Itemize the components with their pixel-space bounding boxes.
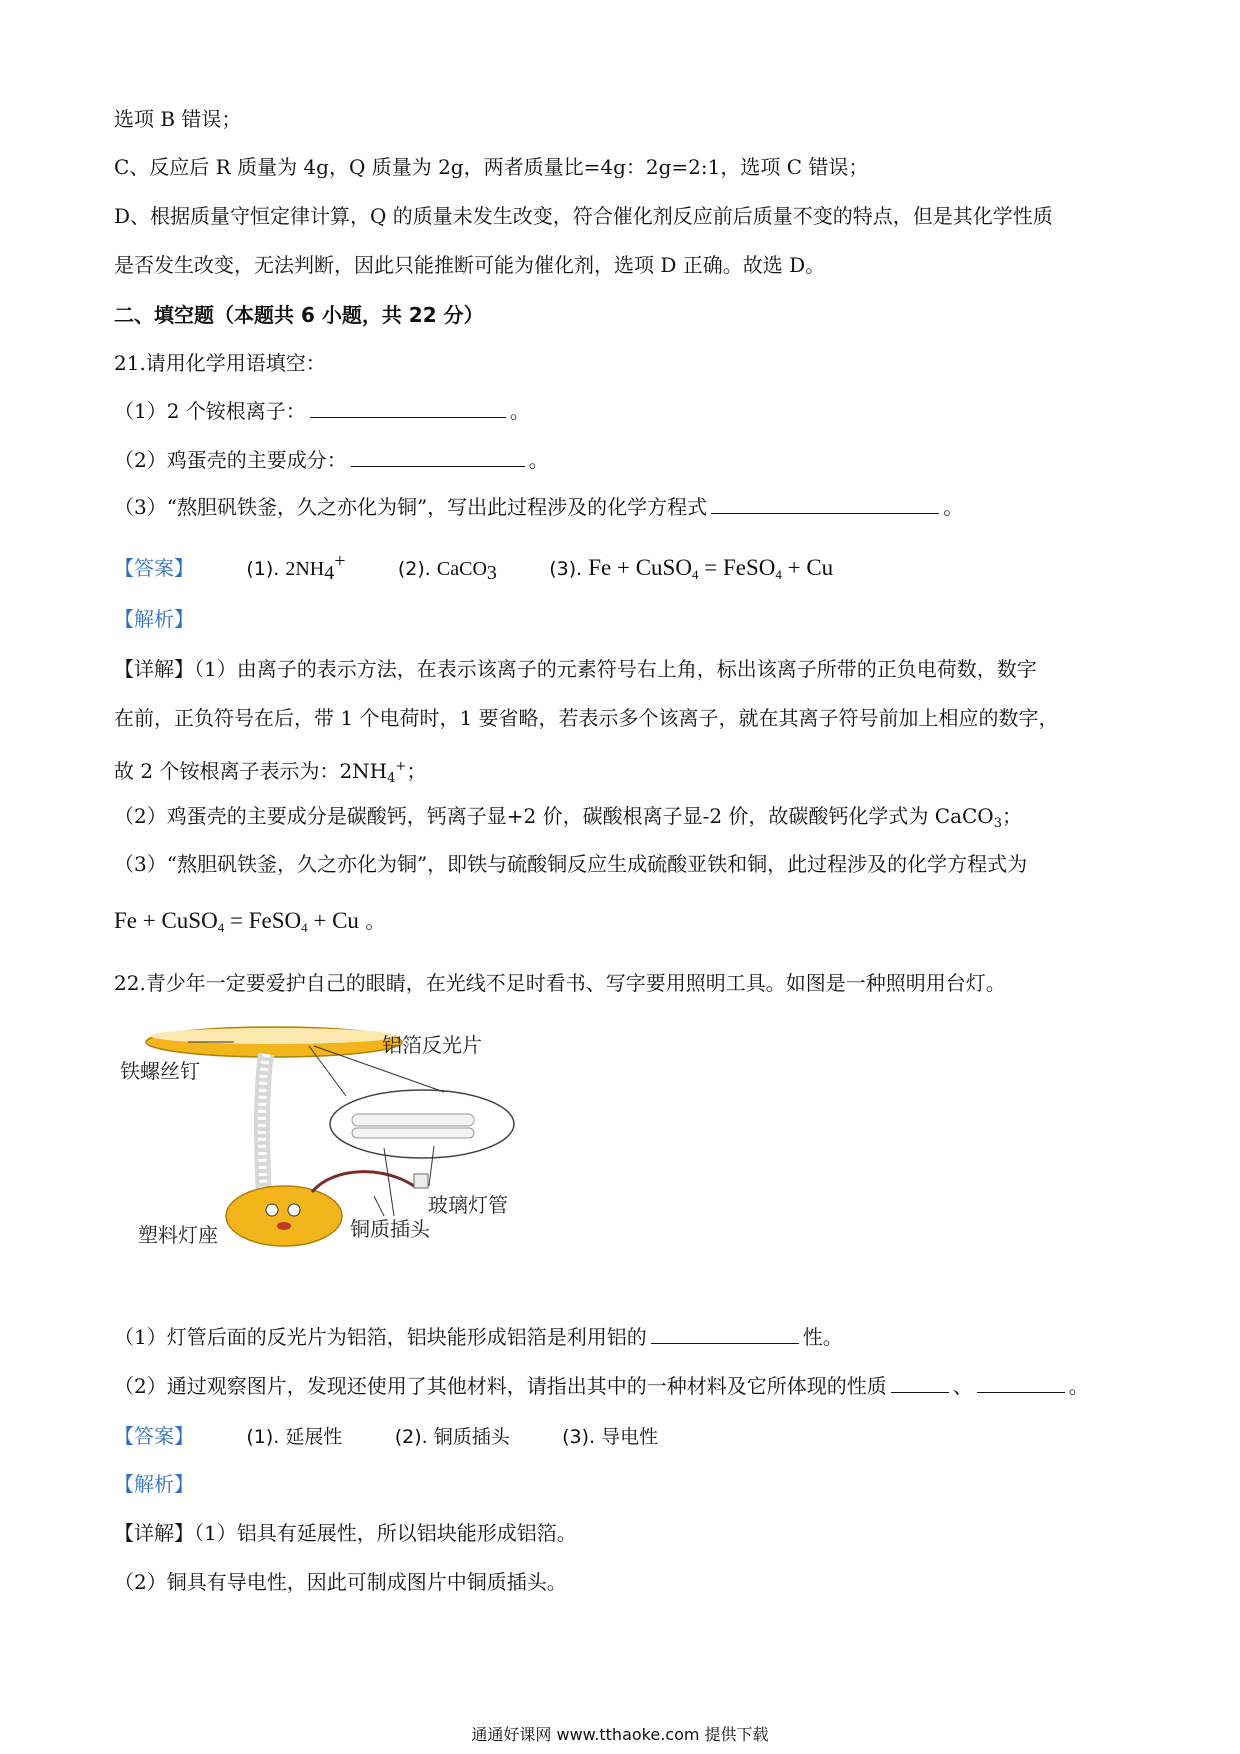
formula-subscript: 4 (387, 771, 396, 786)
q21-part2-end: 。 (528, 448, 549, 472)
q21-detail-line3 (114, 752, 426, 794)
formula-subscript: 3 (993, 816, 1002, 831)
equation (588, 555, 833, 580)
equation-subscript: 4 (691, 567, 699, 582)
base-eye-right (288, 1204, 300, 1216)
equation-subscript: 4 (217, 920, 225, 935)
detail-tag: 【详解】 (114, 1521, 194, 1545)
q21-detail-part2 (114, 801, 1022, 839)
page-footer: 通通好课网 www.tthaoke.com 提供下载 (471, 1725, 769, 1744)
label-plug: 铜质插头 (350, 1217, 430, 1241)
answer-number: (2). (397, 558, 431, 580)
q20-option-d-line2: 是否发生改变，无法判断，因此只能推断可能为催化剂，选项 D 正确。故选 D。 (114, 253, 826, 277)
leader-line (374, 1196, 384, 1216)
detail-text: （1）由离子的表示方法，在表示该离子的元素符号右上角，标出该离子所带的正负电荷数，数字 (194, 657, 1037, 681)
q22-part1-end: 性。 (802, 1325, 843, 1349)
q22-answer-3: (3). 导电性 (562, 1426, 659, 1448)
q21-answer-2 (398, 554, 497, 588)
answer-value: CaCO (436, 558, 487, 580)
q20-option-b-tail: 选项 B 错误； (114, 107, 242, 131)
q22-part2-text: （2）通过观察图片，发现还使用了其他材料，请指出其中的一种材料及它所体现的性质 (114, 1374, 887, 1398)
answer-blank (651, 1323, 799, 1344)
formula: 2NH (339, 759, 388, 783)
glass-tube-shape (352, 1114, 474, 1126)
q21-stem: 21.请用化学用语填空： (114, 351, 326, 375)
answer-number: (3). (549, 558, 583, 580)
label-base: 塑料灯座 (138, 1223, 218, 1247)
power-cord (312, 1172, 414, 1192)
q21-detail-part3: （3）“熬胆矾铁釜，久之亦化为铜”，即铁与硫酸铜反应生成硫酸亚铁和铜，此过程涉及的化学方程式为 (114, 852, 1028, 876)
answer-blank (310, 397, 506, 418)
q21-answer-1 (246, 546, 345, 588)
equation-subscript: 4 (775, 567, 782, 582)
q22-part1 (114, 1322, 843, 1352)
answer-subscript: 3 (486, 562, 497, 584)
q22-part2-end: 。 (1068, 1374, 1089, 1398)
lamp-base-shape (226, 1186, 342, 1246)
leader-line (429, 1146, 434, 1186)
answer-tag: 【答案】 (114, 556, 194, 580)
analysis-tag: 【解析】 (114, 1472, 194, 1496)
detail-text: ； (1001, 804, 1022, 828)
q22-answer-line (114, 1421, 658, 1452)
q21-part3-text: （3）“熬胆矾铁釜，久之亦化为铜”，写出此过程涉及的化学方程式 (114, 495, 708, 519)
q20-option-c: C、反应后 R 质量为 4g，Q 质量为 2g，两者质量比=4g：2g=2:1，选项 C 错误； (114, 155, 869, 179)
q21-detail-line2: 在前，正负符号在后，带 1 个电荷时，1 要省略，若表示多个该离子，就在其离子符号前加上相应的数字， (114, 706, 1059, 730)
q22-detail-1 (114, 1518, 577, 1548)
base-eye-left (266, 1204, 278, 1216)
answer-tag: 【答案】 (114, 1424, 194, 1448)
label-foil: 铝箔反光片 (382, 1033, 482, 1057)
q22-part2 (114, 1371, 1089, 1401)
answer-blank (711, 493, 939, 514)
q21-part3 (114, 492, 963, 522)
q22-answer-1: (1). 延展性 (246, 1426, 343, 1448)
answer-blank (891, 1372, 949, 1393)
lamp-head-top (150, 1028, 398, 1044)
base-nose (277, 1222, 291, 1230)
q21-part2-text: （2）鸡蛋壳的主要成分： (114, 448, 347, 472)
glass-tube-shape-2 (352, 1128, 474, 1138)
label-screw: 铁螺丝钉 (120, 1059, 200, 1083)
q21-part3-end: 。 (943, 495, 964, 519)
equation-part: Fe + CuSO (114, 908, 218, 933)
detail-text: （2）鸡蛋壳的主要成分是碳酸钙，钙离子显+2 价，碳酸根离子显-2 价，故碳酸钙化学式为 (114, 804, 935, 828)
q22-stem: 22.青少年一定要爱护自己的眼睛，在光线不足时看书、写字要用照明工具。如图是一种照明用台灯。 (114, 971, 1006, 995)
equation-part: + Cu (781, 555, 834, 580)
q22-answer-2: (2). 铜质插头 (394, 1426, 510, 1448)
answer-blank (977, 1372, 1065, 1393)
plug-shape (414, 1174, 428, 1188)
q20-option-d-line1: D、根据质量守恒定律计算，Q 的质量未发生改变，符合催化剂反应前后质量不变的特点，但是其化学性质 (114, 204, 1053, 228)
equation-part: = FeSO (698, 555, 776, 580)
answer-number: (1). (246, 558, 280, 580)
equation-part: = FeSO (224, 908, 302, 933)
section-heading: 二、填空题（本题共 6 小题，共 22 分） (114, 303, 484, 327)
analysis-tag: 【解析】 (114, 607, 194, 631)
detail-text: ； (406, 759, 427, 783)
q21-answer-line (114, 546, 833, 590)
detail-text: （1）铝具有延展性，所以铝块能形成铝箔。 (194, 1521, 577, 1545)
q21-part2 (114, 445, 549, 475)
leader-line (384, 1148, 394, 1216)
label-tube: 玻璃灯管 (428, 1193, 508, 1217)
q21-part1-text: （1）2 个铵根离子： (114, 399, 306, 423)
detail-text: 故 2 个铵根离子表示为： (114, 759, 340, 783)
formula: CaCO (934, 804, 994, 828)
separator: 、 (952, 1374, 973, 1398)
detail-text: 。 (358, 909, 386, 933)
q22-detail-2: （2）铜具有导电性，因此可制成图片中铜质插头。 (114, 1570, 567, 1594)
detail-tag: 【详解】 (114, 657, 194, 681)
q21-part1-end: 。 (509, 399, 530, 423)
q21-part1 (114, 396, 530, 426)
formula-superscript: + (395, 759, 407, 774)
answer-subscript: 4 (324, 562, 335, 584)
answer-blank (351, 446, 525, 467)
equation-part: Fe + CuSO (588, 555, 692, 580)
answer-superscript: + (334, 550, 346, 572)
answer-value: 2NH (285, 558, 325, 580)
q22-part1-text: （1）灯管后面的反光片为铝箔，铝块能形成铝箔是利用铝的 (114, 1325, 647, 1349)
q21-detail-equation (114, 906, 385, 943)
equation-part: + Cu (307, 908, 359, 933)
lamp-neck-texture (262, 1054, 266, 1196)
q21-detail-line1 (114, 654, 1037, 684)
q21-answer-3 (549, 553, 833, 590)
desk-lamp-diagram (114, 1016, 554, 1256)
lamp-figure (114, 1016, 554, 1256)
equation-subscript: 4 (301, 920, 308, 935)
equation (114, 908, 359, 933)
